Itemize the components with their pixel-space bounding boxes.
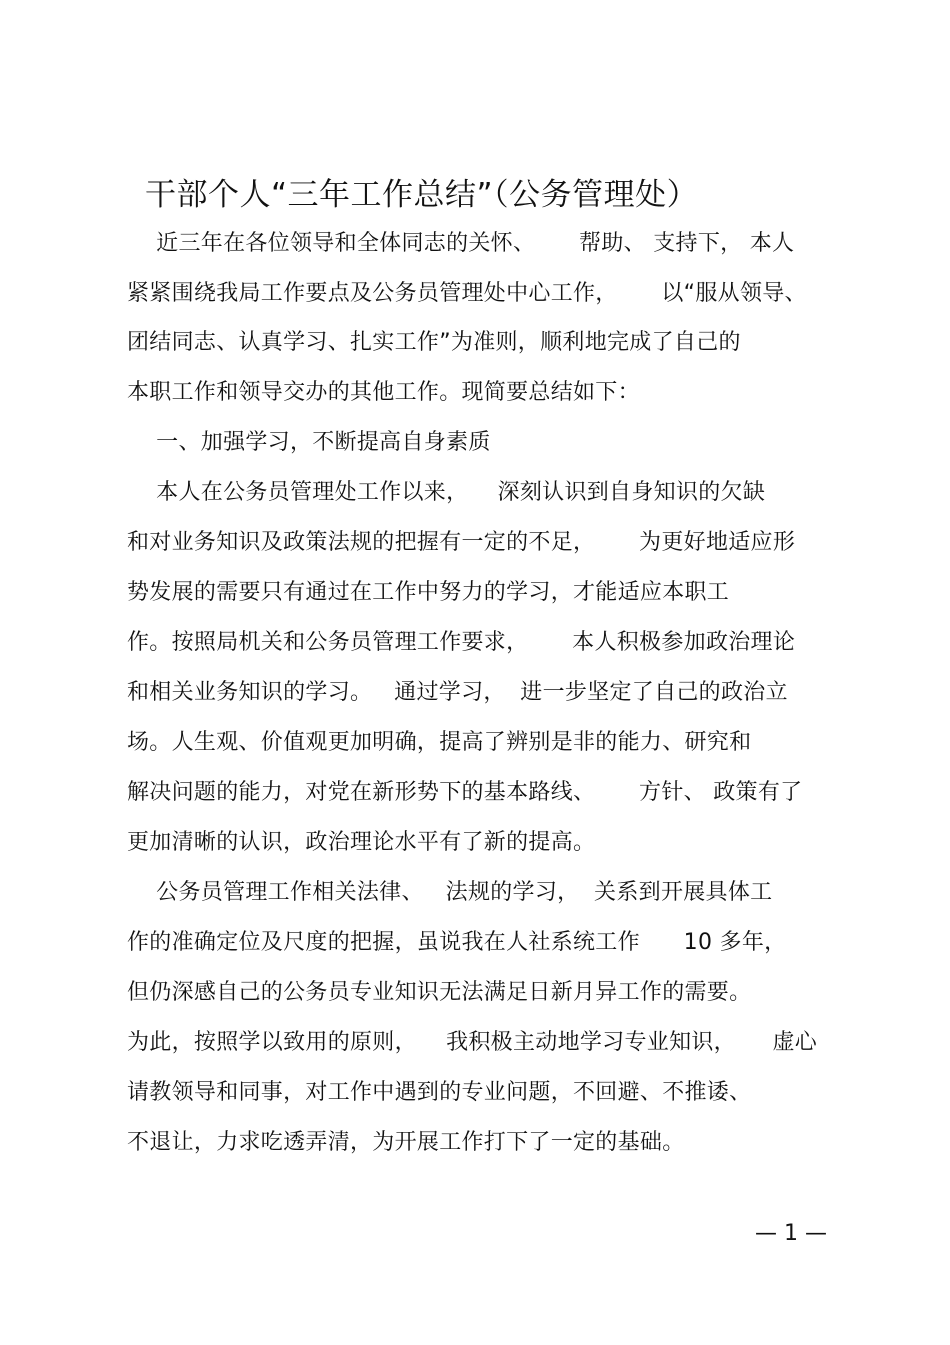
paragraph-line: 公务员管理工作相关法律、 法规的学习， 关系到开展具体工 bbox=[127, 880, 773, 905]
paragraph-line: 势发展的需要只有通过在工作中努力的学习，才能适应本职工 bbox=[127, 580, 730, 605]
paragraph-line: 近三年在各位领导和全体同志的关怀、 帮助、 支持下， 本人 bbox=[127, 231, 795, 256]
page-number: — 1 — bbox=[755, 1221, 827, 1246]
paragraph-line: 但仍深感自己的公务员专业知识无法满足日新月异工作的需要。 bbox=[127, 980, 752, 1005]
document-title: 干部个人“三年工作总结”（公务管理处） bbox=[145, 177, 699, 213]
paragraph-line: 作的准确定位及尺度的把握，虽说我在人社系统工作 10 多年， bbox=[127, 930, 787, 955]
paragraph-line: 为此，按照学以致用的原则， 我积极主动地学习专业知识， 虚心 bbox=[127, 1030, 818, 1055]
paragraph-line: 作。按照局机关和公务员管理工作要求， 本人积极参加政治理论 bbox=[127, 630, 796, 655]
paragraph-line: 紧紧围绕我局工作要点及公务员管理处中心工作， 以“服从领导、 bbox=[127, 281, 807, 306]
section-heading: 一、加强学习，不断提高自身素质 bbox=[127, 430, 491, 455]
paragraph-line: 场。人生观、价值观更加明确，提高了辨别是非的能力、研究和 bbox=[127, 730, 752, 755]
paragraph-line: 和相关业务知识的学习。 通过学习， 进一步坚定了自己的政治立 bbox=[127, 680, 788, 705]
paragraph-line: 本职工作和领导交办的其他工作。现简要总结如下： bbox=[127, 380, 640, 405]
paragraph-line: 解决问题的能力，对党在新形势下的基本路线、 方针、 政策有了 bbox=[127, 780, 803, 805]
paragraph-line: 更加清晰的认识，政治理论水平有了新的提高。 bbox=[127, 830, 596, 855]
paragraph-line: 本人在公务员管理处工作以来， 深刻认识到自身知识的欠缺 bbox=[127, 480, 766, 505]
paragraph-line: 请教领导和同事，对工作中遇到的专业问题，不回避、不推诿、 bbox=[127, 1080, 752, 1105]
paragraph-line: 和对业务知识及政策法规的把握有一定的不足， 为更好地适应形 bbox=[127, 530, 796, 555]
paragraph-line: 不退让，力求吃透弄清，为开展工作打下了一定的基础。 bbox=[127, 1130, 685, 1155]
paragraph-line: 团结同志、认真学习、扎实工作”为准则，顺利地完成了自己的 bbox=[127, 330, 741, 355]
